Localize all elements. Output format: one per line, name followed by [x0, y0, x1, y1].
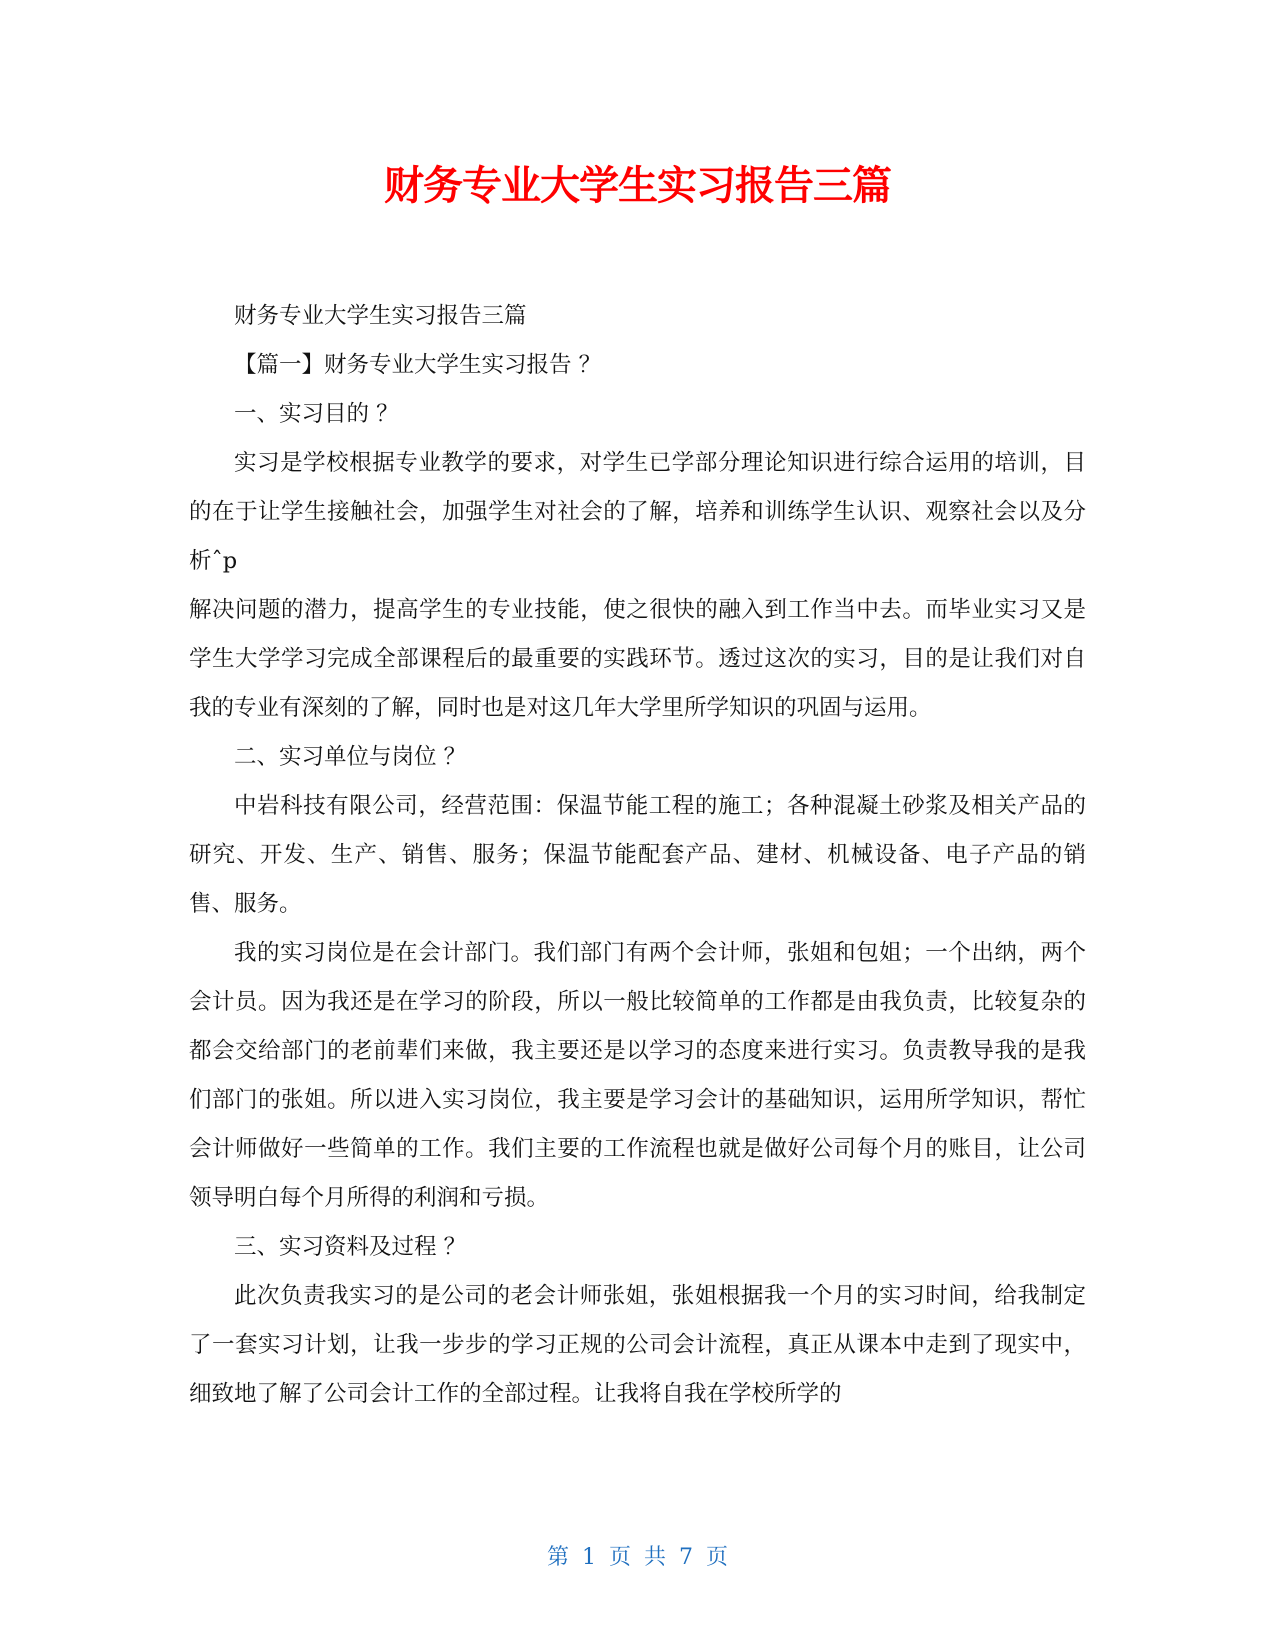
paragraph-position: 我的实习岗位是在会计部门。我们部门有两个会计师，张姐和包姐；一个出纳，两个会计员。因为我还是在学习的阶段，所以一般比较简单的工作都是由我负责，比较复杂的都会交给部门的老前辈们来做，我主要还是以学习的态度来进行实习。负责教导我的是我们部门的张姐。所以进入实习岗位，我主要是学习会计的基础知识，运用所学知识，帮忙会计师做好一些简单的工作。我们主要的工作流程也就是做好公司每个月的账目，让公司领导明白每个月所得的利润和亏损。	[189, 940, 1086, 1211]
document-body	[189, 292, 1086, 1419]
paragraph-process: 此次负责我实习的是公司的老会计师张姐，张姐根据我一个月的实习时间，给我制定了一套实习计划，让我一步步的学习正规的公司会计流程，真正从课本中走到了现实中，细致地了解了公司会计工作的全部过程。让我将自我在学校所学的	[189, 1283, 1086, 1407]
paragraph-purpose-2: 解决问题的潜力，提高学生的专业技能，使之很快的融入到工作当中去。而毕业实习又是学生大学学习完成全部课程后的最重要的实践环节。透过这次的实习，目的是让我们对自我的专业有深刻的了解，同时也是对这几年大学里所学知识的巩固与运用。	[189, 597, 1086, 721]
document-title: 财务专业大学生实习报告三篇	[384, 163, 891, 209]
paragraph-part-one-heading: 【篇一】财务专业大学生实习报告 ？	[234, 352, 602, 378]
paragraph-company: 中岩科技有限公司，经营范围：保温节能工程的施工；各种混凝土砂浆及相关产品的研究、开发、生产、销售、服务；保温节能配套产品、建材、机械设备、电子产品的销售、服务。	[189, 793, 1086, 917]
section-heading-purpose: 一、实习目的 ？	[234, 401, 399, 427]
section-heading-process: 三、实习资料及过程 ？	[234, 1234, 467, 1260]
section-heading-unit: 二、实习单位与岗位 ？	[234, 744, 467, 770]
paragraph-purpose-1: 实习是学校根据专业教学的要求，对学生已学部分理论知识进行综合运用的培训，目的在于让学生接触社会，加强学生对社会的了解，培养和训练学生认识、观察社会以及分析ˆp	[189, 450, 1086, 574]
page-number-footer: 第 1 页 共 7 页	[547, 1545, 728, 1570]
paragraph-subtitle: 财务专业大学生实习报告三篇	[234, 303, 527, 329]
